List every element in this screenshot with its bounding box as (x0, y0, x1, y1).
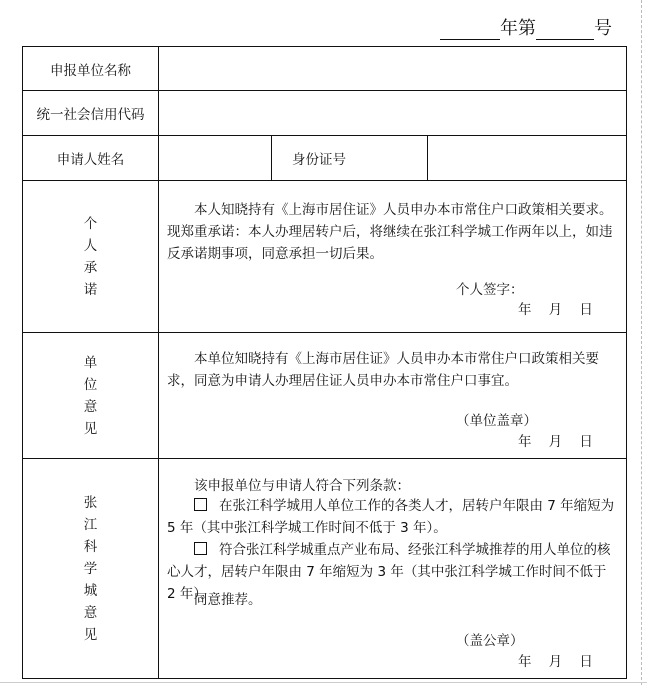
option-1-text: 在张江科学城用人单位工作的各类人才，居转户年限由 7 年缩短为 5 年（其中张江科学城工作时间不低于 3 年）。 (167, 498, 615, 536)
credit-code-label: 统一社会信用代码 (23, 91, 159, 136)
unit-seal-date: 年 月 日 (518, 434, 593, 450)
unit-name-row (23, 47, 627, 91)
unit-opinion-row (23, 333, 627, 459)
option-2-checkbox[interactable] (194, 542, 207, 555)
zhangjiang-seal-date: 年 月 日 (518, 654, 593, 670)
zhangjiang-recommend-text: 同意推荐。 (194, 592, 262, 608)
zhangjiang-intro-text: 该申报单位与申请人符合下列条款： (194, 478, 410, 494)
label-char: 学 (83, 560, 98, 577)
unit-name-label: 申报单位名称 (23, 47, 159, 91)
zhangjiang-option-1 (167, 495, 618, 539)
label-char: 位 (83, 376, 98, 393)
year-blank[interactable] (440, 17, 500, 40)
label-char: 个 (83, 215, 98, 232)
option-2-text: 符合张江科学城重点产业布局、经张江科学城推荐的用人单位的核心人才，居转户年限由 7 年缩短为 3 年（其中张江科学城工作时间不低于 2 年）。 (167, 542, 611, 602)
label-char: 人 (83, 237, 98, 254)
unit-name-field[interactable] (159, 47, 627, 91)
page-margin-rule (641, 0, 643, 685)
unit-opinion-cell (159, 333, 627, 459)
personal-commitment-cell (159, 181, 627, 333)
personal-commitment-label (23, 181, 159, 333)
applicant-name-field[interactable] (159, 136, 272, 181)
label-char: 见 (83, 626, 98, 643)
label-char: 张 (83, 494, 98, 511)
applicant-row (23, 136, 627, 181)
credit-code-field[interactable] (159, 91, 627, 136)
document-number-line (440, 14, 640, 44)
label-char: 承 (83, 259, 98, 276)
applicant-name-label: 申请人姓名 (23, 136, 159, 181)
page-bottom-rule (0, 682, 647, 684)
number-label: 号 (594, 18, 612, 39)
label-char: 意 (83, 604, 98, 621)
id-number-label: 身份证号 (272, 136, 428, 181)
label-char: 见 (83, 420, 98, 437)
personal-commitment-row (23, 181, 627, 333)
label-char: 科 (83, 538, 98, 555)
zhangjiang-opinion-label (23, 459, 159, 679)
year-label: 年第 (500, 18, 536, 39)
personal-signature-date: 年 月 日 (518, 302, 593, 318)
unit-seal-label: （单位盖章） (456, 413, 537, 429)
zhangjiang-seal-label: （盖公章） (456, 633, 524, 649)
application-form-table (22, 46, 627, 679)
label-char: 意 (83, 398, 98, 415)
label-char: 江 (83, 516, 98, 533)
id-number-field[interactable] (428, 136, 627, 181)
number-blank[interactable] (536, 17, 594, 40)
label-char: 诺 (83, 281, 98, 298)
personal-commitment-text: 本人知晓持有《上海市居住证》人员申办本市常住户口政策相关要求。现郑重承诺：本人办理居转户后，将继续在张江科学城工作两年以上，如违反承诺期事项，同意承担一切后果。 (167, 202, 613, 262)
personal-signature-label: 个人签字： (456, 282, 524, 298)
label-char: 单 (83, 354, 98, 371)
label-char: 城 (83, 582, 98, 599)
zhangjiang-opinion-cell (159, 459, 627, 679)
zhangjiang-opinion-row (23, 459, 627, 679)
option-1-checkbox[interactable] (194, 498, 207, 511)
unit-opinion-label (23, 333, 159, 459)
credit-code-row (23, 91, 627, 136)
unit-opinion-text: 本单位知晓持有《上海市居住证》人员申办本市常住户口政策相关要求，同意为申请人办理居住证人员申办本市常住户口事宜。 (167, 351, 599, 389)
